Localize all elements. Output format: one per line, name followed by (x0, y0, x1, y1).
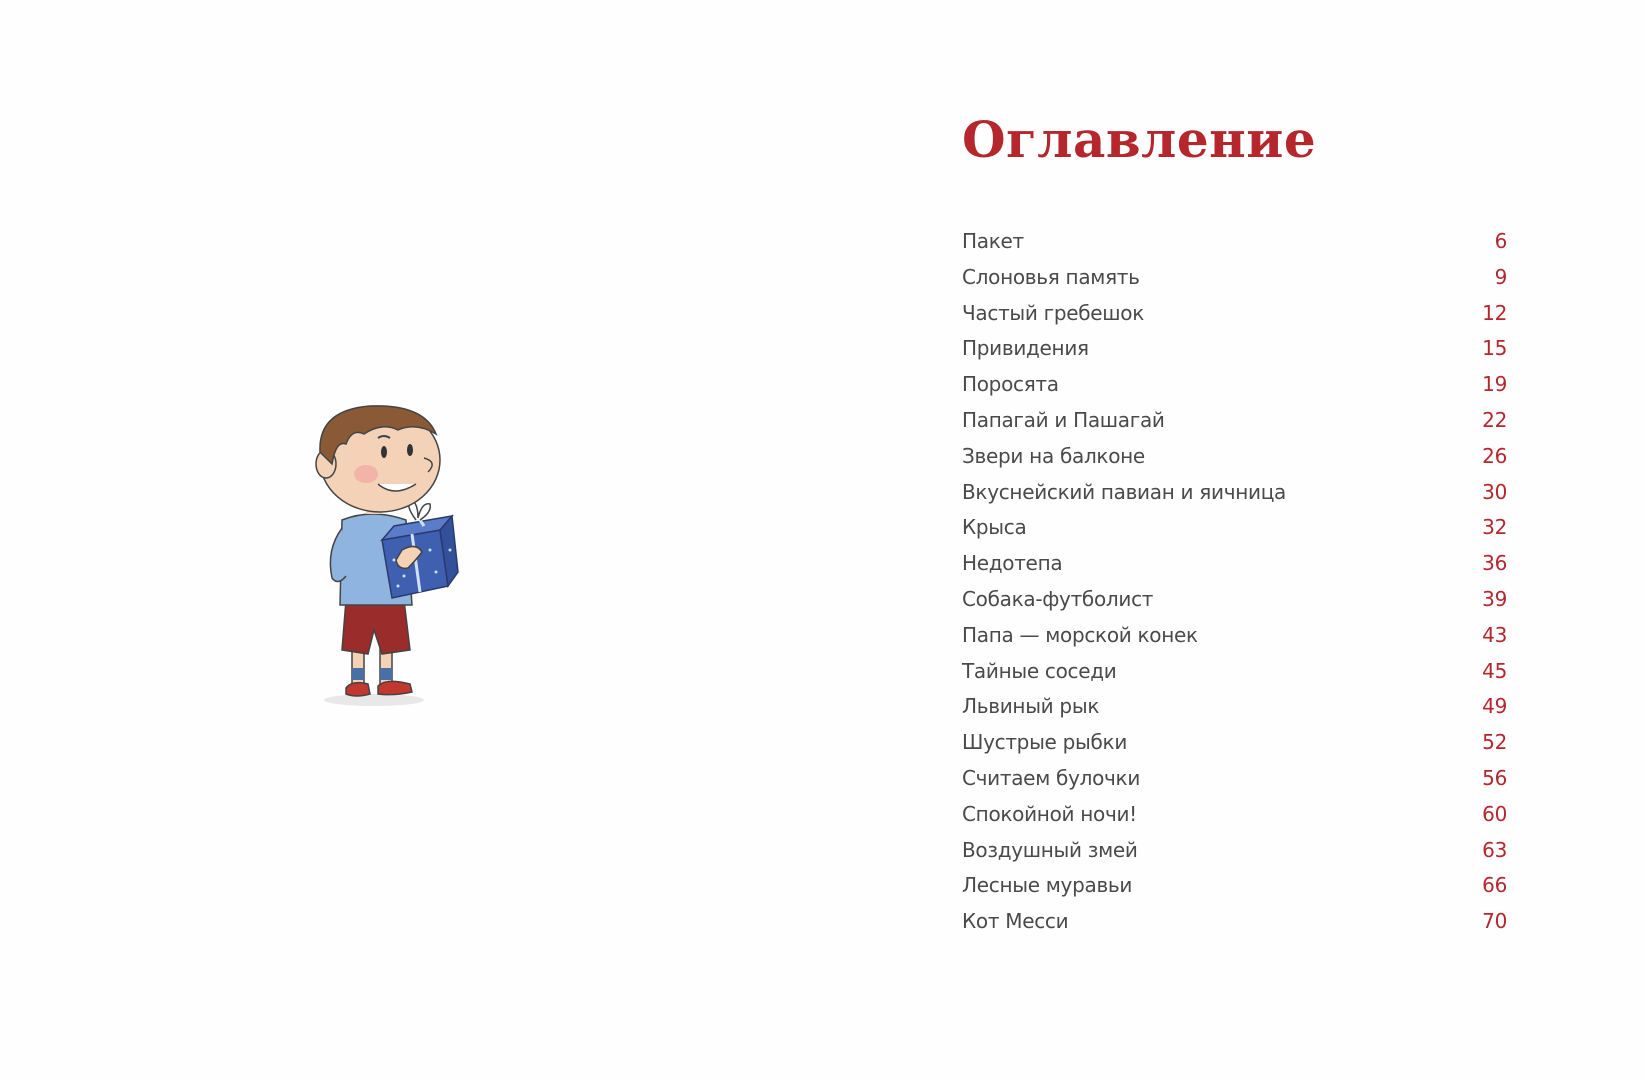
right-page (822, 0, 1645, 1080)
toc-entry-title: Тайные соседи (962, 658, 1117, 683)
toc-entry-page-number: 12 (1482, 300, 1507, 325)
toc-entry (962, 582, 1507, 618)
toc-entry-title: Пакет (962, 229, 1024, 253)
toc-entry (962, 868, 1507, 904)
toc-entry-title: Частый гребешок (962, 300, 1145, 325)
toc-entry-title: Вкуснейский павиан и яичница (962, 479, 1286, 504)
toc-entry (962, 439, 1507, 475)
toc-entry-page-number: 6 (1494, 229, 1507, 253)
toc-entry-page-number: 66 (1482, 873, 1507, 898)
toc-entry-page-number: 52 (1482, 730, 1507, 755)
toc-entry (962, 224, 1507, 260)
toc-entry-title: Папа — морской конек (962, 622, 1198, 647)
toc-entry (962, 546, 1507, 582)
toc-entry-title: Считаем булочки (962, 765, 1141, 790)
toc-entry (962, 761, 1507, 797)
toc-entry-page-number: 30 (1482, 479, 1507, 504)
toc-entry (962, 904, 1507, 940)
toc-entry-page-number: 36 (1482, 551, 1507, 576)
toc-entry-title: Львиный рык (962, 694, 1100, 719)
toc-entry-page-number: 15 (1482, 336, 1507, 361)
toc-entry (962, 510, 1507, 546)
toc-entry-page-number: 60 (1482, 801, 1507, 826)
toc-entry-title: Лесные муравьи (962, 873, 1133, 898)
table-of-contents (962, 224, 1507, 940)
toc-entry-title: Воздушный змей (962, 837, 1138, 862)
toc-entry-page-number: 32 (1482, 515, 1507, 540)
toc-entry-page-number: 45 (1482, 658, 1507, 683)
toc-entry-title: Поросята (962, 372, 1059, 397)
toc-entry-page-number: 70 (1482, 909, 1507, 934)
toc-entry-title: Собака-футболист (962, 586, 1154, 611)
toc-entry (962, 331, 1507, 367)
toc-entry-page-number: 39 (1482, 586, 1507, 611)
toc-entry-page-number: 63 (1482, 837, 1507, 862)
toc-entry-page-number: 49 (1482, 694, 1507, 719)
left-page (0, 0, 822, 1080)
toc-entry (962, 260, 1507, 296)
toc-entry (962, 797, 1507, 833)
page-title: Оглавление (962, 110, 1317, 169)
toc-entry-title: Недотепа (962, 551, 1063, 576)
toc-entry (962, 833, 1507, 869)
toc-entry-title: Слоновья память (962, 264, 1140, 289)
toc-entry-title: Привидения (962, 336, 1089, 361)
toc-entry-title: Звери на балконе (962, 443, 1145, 468)
toc-entry-page-number: 56 (1482, 765, 1507, 790)
toc-entry-title: Шустрые рыбки (962, 730, 1128, 755)
toc-entry-page-number: 9 (1494, 264, 1507, 289)
boy-holding-gift-icon (312, 400, 487, 720)
toc-entry (962, 618, 1507, 654)
toc-entry-title: Кот Месси (962, 909, 1069, 934)
toc-entry-title: Крыса (962, 515, 1027, 540)
toc-entry-page-number: 22 (1482, 407, 1507, 432)
toc-entry-page-number: 26 (1482, 443, 1507, 468)
toc-entry (962, 654, 1507, 690)
toc-entry-title: Спокойной ночи! (962, 801, 1137, 826)
toc-entry-page-number: 19 (1482, 372, 1507, 397)
toc-entry-page-number: 43 (1482, 622, 1507, 647)
toc-entry (962, 367, 1507, 403)
toc-entry-title: Папагай и Пашагай (962, 407, 1165, 432)
toc-entry (962, 475, 1507, 511)
toc-entry (962, 403, 1507, 439)
toc-entry (962, 296, 1507, 332)
toc-entry (962, 689, 1507, 725)
toc-entry (962, 725, 1507, 761)
